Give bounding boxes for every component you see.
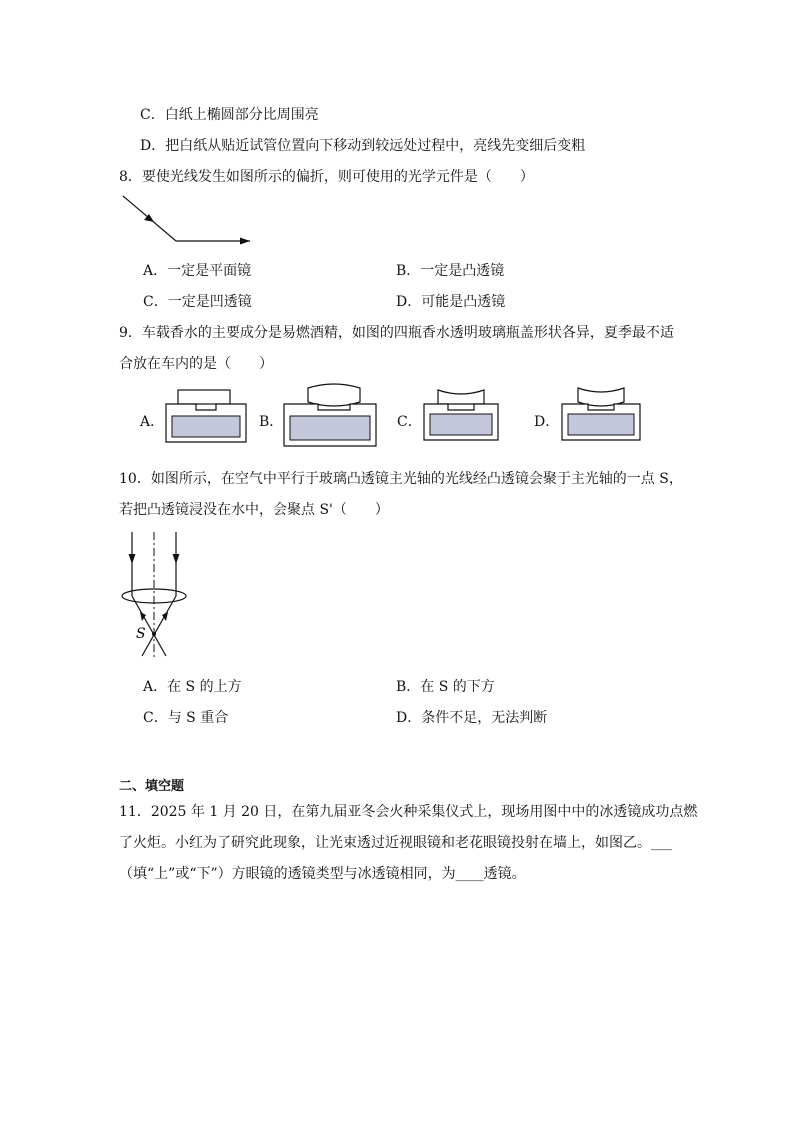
- q10-option-d: D．条件不足，无法判断: [396, 710, 548, 726]
- q10-option-c: C．与 S 重合: [143, 710, 229, 726]
- q8-option-b: B．一定是凸透镜: [396, 263, 505, 279]
- q10-stem-line1: 10．如图所示，在空气中平行于玻璃凸透镜主光轴的光线经凸透镜会聚于主光轴的一点 S，: [119, 471, 683, 487]
- q8-option-d: D．可能是凸透镜: [396, 294, 506, 310]
- q9-label-c: C．: [397, 414, 422, 430]
- q11-line1: 11．2025 年 1 月 20 日，在第九届亚冬会火种采集仪式上，现场用图中中的冰透镜成功点燃: [119, 804, 698, 820]
- q9-label-b: B．: [259, 414, 284, 430]
- q9-label-a: A．: [140, 414, 165, 430]
- q9-bottle-c: [418, 384, 504, 444]
- q8-option-a: A．一定是平面镜: [143, 263, 252, 279]
- q9-bottle-a: [160, 386, 254, 446]
- q9-label-d: D．: [534, 414, 560, 430]
- q8-option-c: C．一定是凹透镜: [143, 294, 252, 310]
- q10-convex-lens-diagram: [112, 528, 202, 662]
- q9-stem-line1: 9．车载香水的主要成分是易燃酒精，如图的四瓶香水透明玻璃瓶盖形状各异，夏季最不适: [119, 325, 674, 341]
- q7-option-d: D．把白纸从贴近试管位置向下移动到较远处过程中，亮线先变细后变粗: [140, 138, 586, 154]
- q7-option-c: C．白纸上椭圆部分比周围亮: [140, 107, 319, 123]
- q9-stem-line2: 合放在车内的是（ ）: [119, 356, 273, 372]
- q10-option-a: A．在 S 的上方: [143, 679, 242, 695]
- q10-option-b: B．在 S 的下方: [396, 679, 495, 695]
- q10-diagram-label-s: S: [136, 626, 146, 642]
- q8-light-ray-diagram: [118, 190, 258, 250]
- section-title-fill-blank: 二、填空题: [119, 779, 185, 794]
- focal-point: [152, 632, 156, 636]
- q11-line2: 了火炬。小红为了研究此现象，让光束透过近视眼镜和老花眼镜投射在墙上，如图乙。___: [119, 835, 672, 851]
- q11-line3: （填“上”或“下”）方眼镜的透镜类型与冰透镜相同，为____透镜。: [119, 866, 526, 882]
- q9-bottle-b: [278, 382, 380, 448]
- q10-stem-line2: 若把凸透镜浸没在水中，会聚点 S'（ ）: [119, 502, 389, 518]
- q9-bottle-d: [556, 384, 646, 444]
- q8-stem: 8．要使光线发生如图所示的偏折，则可使用的光学元件是（ ）: [119, 169, 534, 185]
